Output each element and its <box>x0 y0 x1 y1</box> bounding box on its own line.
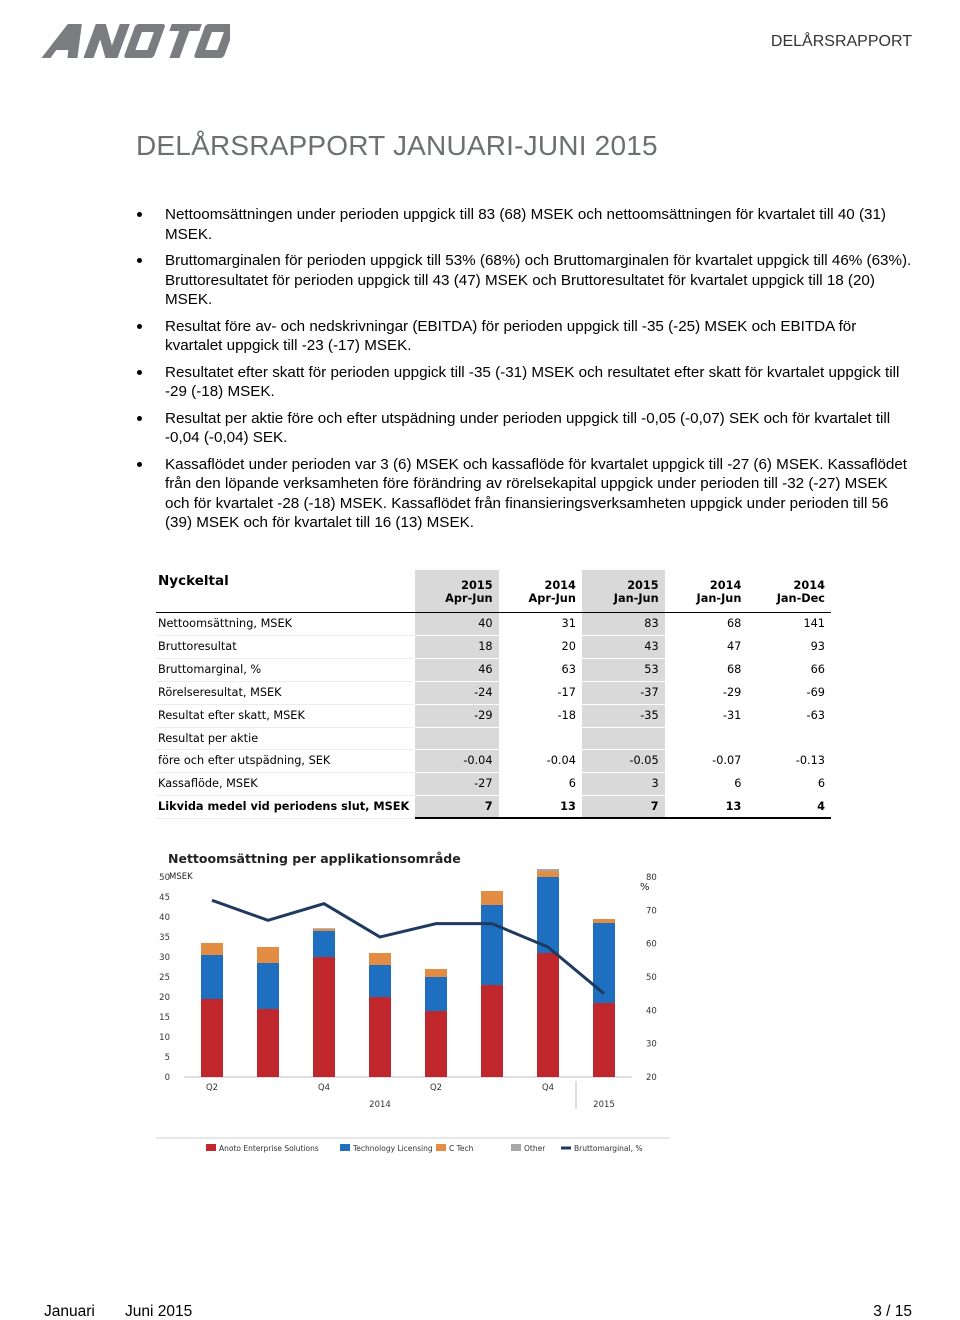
column-period: Apr-Jun <box>415 592 498 612</box>
legend-swatch <box>511 1144 521 1151</box>
table-row: Likvida medel vid periodens slut, MSEK 7 13 7 13 4 <box>156 795 831 818</box>
bar-segment <box>257 947 279 963</box>
y-tick-label: 45 <box>159 893 170 903</box>
column-year: 2015 <box>415 570 498 592</box>
column-period: Jan-Jun <box>665 592 748 612</box>
bullet-item: Resultat per aktie före och efter utspädning under perioden uppgick till -0,05 (-0,07) SEK och för kvartalet till -0,04 (-0,04) SEK. <box>136 409 916 448</box>
table-title: Nyckeltal <box>158 573 229 589</box>
legend-swatch <box>340 1144 350 1151</box>
legend-label: Bruttomarginal, % <box>574 1144 643 1153</box>
y-tick-label: 35 <box>159 933 170 943</box>
page-number: 3 / 15 <box>873 1303 912 1320</box>
y-tick-label: 25 <box>159 973 170 983</box>
x-tick-label: Q4 <box>317 1083 331 1093</box>
key-figures-table <box>156 570 831 819</box>
footer-period <box>44 1303 192 1320</box>
y2-tick-label: 30 <box>646 1039 657 1050</box>
bar-segment <box>369 965 391 997</box>
table-row: Kassaflöde, MSEK -27 6 3 6 6 <box>156 772 831 795</box>
revenue-chart <box>154 845 672 1163</box>
bar-segment <box>593 923 615 1003</box>
footer-month-start: Januari <box>44 1303 95 1320</box>
bar-segment <box>481 891 503 905</box>
bar-segment <box>201 943 223 955</box>
y-tick-label: 50 <box>159 873 170 883</box>
bar-segment <box>425 1011 447 1077</box>
bar-segment <box>369 997 391 1077</box>
bar-segment <box>481 905 503 985</box>
bar-segment <box>537 871 559 877</box>
y2-tick-label: 60 <box>646 939 657 950</box>
column-period: Jan-Dec <box>747 592 831 612</box>
legend-label: Anoto Enterprise Solutions <box>219 1144 319 1153</box>
year-label: 2014 <box>369 1100 391 1110</box>
page-title: DELÅRSRAPPORT JANUARI-JUNI 2015 <box>136 130 658 161</box>
column-period: Jan-Jun <box>582 592 665 612</box>
bar-segment <box>257 1009 279 1077</box>
bar-segment <box>369 953 391 965</box>
bar-segment <box>313 928 335 929</box>
header-label: DELÅRSRAPPORT <box>770 33 912 50</box>
revenue-chart-svg <box>154 845 672 1163</box>
anoto-logo <box>40 18 230 62</box>
bar-segment <box>313 957 335 1077</box>
column-period: Apr-Jun <box>499 592 582 612</box>
legend-label: Technology Licensing <box>353 1144 433 1153</box>
table-row: Rörelseresultat, MSEK -24 -17 -37 -29 -69 <box>156 681 831 704</box>
bar-segment <box>425 977 447 1011</box>
svg-text:ANOTO: ANOTO <box>40 18 44 19</box>
y2-tick-label: 20 <box>646 1073 657 1083</box>
bar-segment <box>425 969 447 977</box>
y2-tick-label: 70 <box>646 906 657 917</box>
x-tick-label: Q2 <box>429 1083 443 1093</box>
bar-segment <box>313 931 335 957</box>
bar-segment <box>201 955 223 999</box>
table-row: Bruttomarginal, % 46 63 53 68 66 <box>156 658 831 681</box>
y-tick-label: 15 <box>159 1013 170 1023</box>
y-tick-label: 20 <box>159 993 170 1003</box>
bullet-item: Kassaflödet under perioden var 3 (6) MSEK och kassaflöde för kvartalet uppgick till -27 (6) MSEK. Kassaflödet från den löpande verksamheten före förändring av rörelsekapital uppgick under perioden till -32 (-27) MSEK och för kvartalet -28 (-18) MSEK. Kassaflödet från finansieringsverksamheten uppgick under perioden till 56 (39) MSEK och för kvartalet till 16 (13) MSEK. <box>136 455 916 533</box>
column-year: 2015 <box>582 570 665 592</box>
table-row: före och efter utspädning, SEK -0.04 -0.04 -0.05 -0.07 -0.13 <box>156 749 831 772</box>
y2-axis-label: % <box>640 882 650 893</box>
x-tick-label: Q2 <box>205 1083 219 1093</box>
y-tick-label: 40 <box>159 913 170 923</box>
y2-tick-label: 50 <box>646 973 657 983</box>
legend-swatch <box>206 1144 216 1151</box>
bar-segment <box>537 869 559 871</box>
footer-dash <box>99 1303 121 1320</box>
bullet-item: Nettoomsättningen under perioden uppgick till 83 (68) MSEK och nettoomsättningen för kvartalet till 40 (31) MSEK. <box>136 205 916 244</box>
bullet-item: Resultat före av- och nedskrivningar (EBITDA) för perioden uppgick till -35 (-25) MSEK och EBITDA för kvartalet uppgick till -23 (-17) MSEK. <box>136 317 916 356</box>
y-tick-label: 30 <box>159 953 170 963</box>
bullet-item: Bruttomarginalen för perioden uppgick till 53% (68%) och Bruttomarginalen för kvartalet uppgick till 46% (63%). Bruttoresultatet för perioden uppgick till 43 (47) MSEK och Bruttoresultatet för kvartalet uppgick till 18 (20) MSEK. <box>136 251 916 310</box>
column-year: 2014 <box>793 579 825 592</box>
y-tick-label: 5 <box>164 1053 170 1063</box>
footer-month-end: Juni 2015 <box>125 1303 193 1320</box>
bar-segment <box>537 877 559 953</box>
y-axis-label: MSEK <box>169 872 193 882</box>
column-year: 2014 <box>544 579 576 592</box>
bar-segment <box>257 963 279 1009</box>
summary-bullets <box>136 205 916 540</box>
bar-segment <box>537 953 559 1077</box>
table-row: Nettoomsättning, MSEK 40 31 83 68 141 <box>156 612 831 635</box>
y2-tick-label: 80 <box>646 873 657 883</box>
bar-segment <box>481 985 503 1077</box>
bar-segment <box>593 1003 615 1077</box>
legend-label: C Tech <box>449 1144 474 1153</box>
table-row: Bruttoresultat 18 20 43 47 93 <box>156 635 831 658</box>
column-year: 2014 <box>709 579 742 592</box>
y-tick-label: 10 <box>159 1033 170 1043</box>
bar-segment <box>313 929 335 931</box>
bar-segment <box>593 919 615 923</box>
legend-label: Other <box>524 1144 546 1153</box>
year-label: 2015 <box>593 1100 615 1110</box>
bar-segment <box>201 999 223 1077</box>
x-tick-label: Q4 <box>541 1083 555 1093</box>
y-tick-label: 0 <box>164 1073 170 1083</box>
page-header <box>0 0 960 82</box>
table-row: Resultat per aktie <box>156 727 831 749</box>
y2-tick-label: 40 <box>646 1006 657 1017</box>
legend-swatch <box>436 1144 446 1151</box>
table-row: Resultat efter skatt, MSEK -29 -18 -35 -31 -63 <box>156 704 831 727</box>
bullet-item: Resultatet efter skatt för perioden uppgick till -35 (-31) MSEK och resultatet efter skatt för kvartalet uppgick till -29 (-18) MSEK. <box>136 363 916 402</box>
chart-title: Nettoomsättning per applikationsområde <box>168 851 461 866</box>
